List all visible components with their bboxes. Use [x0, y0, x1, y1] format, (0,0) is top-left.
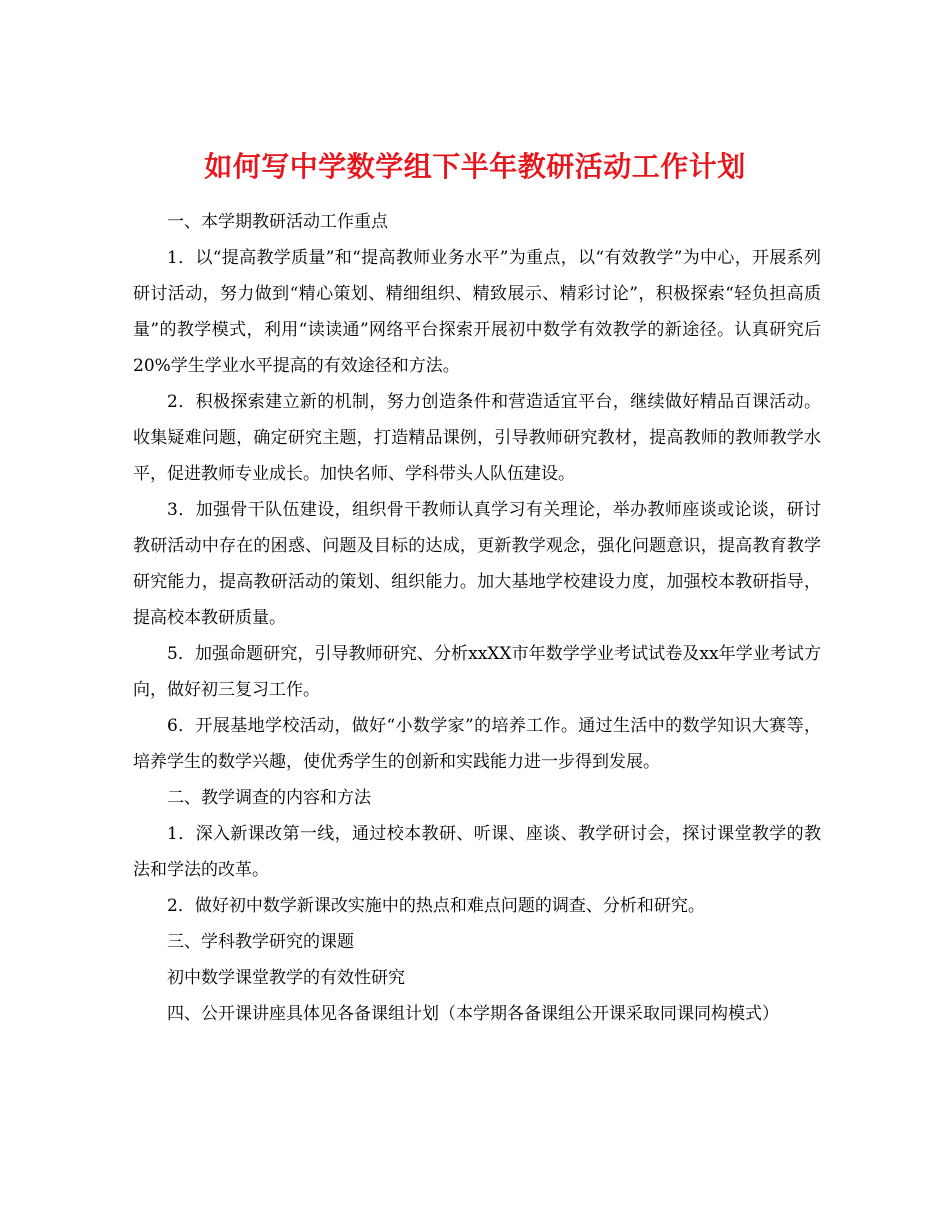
section-heading-2: 二、教学调查的内容和方法 [167, 788, 371, 808]
paragraph-item-3: 3．加强骨干队伍建设，组织骨干教师认真学习有关理论，举办教师座谈或论谈，研讨教研活动中存在的困惑、问题及目标的达成，更新教学观念，强化问题意识，提高教育教学研究能力，提高教研活动的策划、组织能力。加大基地学校建设力度，加强校本教研指导，提高校本教研质量。 [133, 500, 821, 628]
document-title: 如何写中学数学组下半年教研活动工作计划 [204, 149, 746, 183]
section-heading-4: 四、公开课讲座具体见各备课组计划（本学期各备课组公开课采取同课同构模式） [167, 1004, 779, 1024]
paragraph-item-2: 2．积极探索建立新的机制，努力创造条件和营造适宜平台，继续做好精品百课活动。收集疑难问题，确定研究主题，打造精品课例，引导教师研究教材，提高教师的教师教学水平，促进教师专业成长。加快名师、学科带头人队伍建设。 [133, 392, 821, 484]
paragraph-research-topic: 初中数学课堂教学的有效性研究 [167, 968, 405, 988]
section-heading-1: 一、本学期教研活动工作重点 [167, 212, 388, 232]
section-heading-3: 三、学科教学研究的课题 [167, 932, 354, 952]
document-body [133, 204, 821, 1032]
paragraph-item-6: 6．开展基地学校活动，做好“小数学家”的培养工作。通过生活中的数学知识大赛等，培养学生的数学兴趣，使优秀学生的创新和实践能力进一步得到发展。 [133, 716, 821, 772]
paragraph-survey-1: 1．深入新课改第一线，通过校本教研、听课、座谈、教学研讨会，探讨课堂教学的教法和学法的改革。 [133, 824, 821, 880]
paragraph-survey-2: 2．做好初中数学新课改实施中的热点和难点问题的调查、分析和研究。 [167, 896, 705, 916]
paragraph-item-5: 5．加强命题研究，引导教师研究、分析xxXX市年数学学业考试试卷及xx年学业考试方向，做好初三复习工作。 [133, 644, 821, 700]
paragraph-item-1: 1．以“提高教学质量”和“提高教师业务水平”为重点，以“有效教学”为中心，开展系列研讨活动，努力做到“精心策划、精细组织、精致展示、精彩讨论”，积极探索“轻负担高质量”的教学模式，利用“读读通”网络平台探索开展初中数学有效教学的新途径。认真研究后20%学生学业水平提高的有效途径和方法。 [133, 248, 821, 376]
